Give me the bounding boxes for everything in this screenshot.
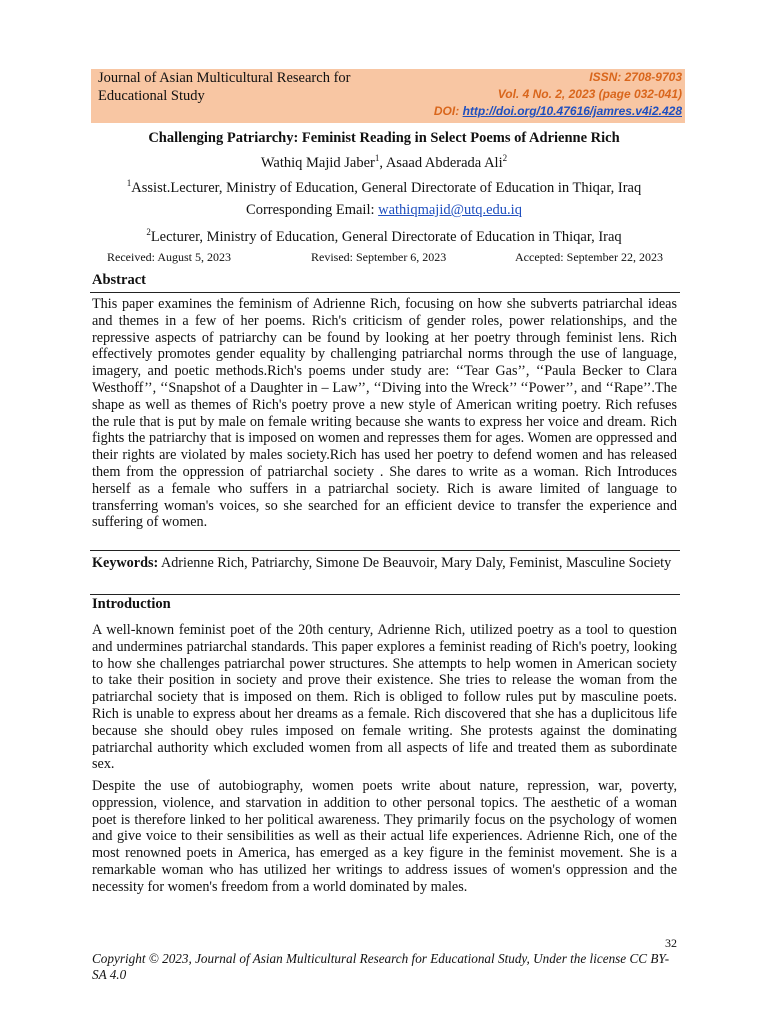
doi-link[interactable]: http://doi.org/10.47616/jamres.v4i2.428 <box>462 104 682 118</box>
introduction-heading: Introduction <box>92 596 171 612</box>
abstract-heading: Abstract <box>92 272 146 288</box>
accepted-date: Accepted: September 22, 2023 <box>515 250 663 264</box>
volume-info: Vol. 4 No. 2, 2023 (page 032-041) <box>497 86 682 101</box>
affiliation-2-sup: 2 <box>146 227 151 237</box>
corresponding-label: Corresponding Email: <box>246 202 379 218</box>
journal-header <box>91 69 685 123</box>
keywords-text: Adrienne Rich, Patriarchy, Simone De Beauvoir, Mary Daly, Feminist, Masculine Society <box>158 555 672 571</box>
revised-date: Revised: September 6, 2023 <box>311 250 447 264</box>
divider <box>90 594 680 595</box>
issn: ISSN: 2708-9703 <box>589 70 682 84</box>
divider <box>90 292 680 293</box>
doi-label: DOI: <box>433 104 460 118</box>
corresponding-email <box>0 202 768 219</box>
received-date: Received: August 5, 2023 <box>107 250 231 264</box>
doi-line <box>434 103 682 120</box>
affiliation-1 <box>0 178 768 197</box>
author-2-sup: 2 <box>502 153 508 163</box>
affiliation-2 <box>0 227 768 246</box>
author-separator: , <box>379 154 386 171</box>
authors <box>0 153 768 172</box>
author-1: Wathiq Majid Jaber <box>260 154 375 171</box>
keywords-label: Keywords: <box>92 555 159 571</box>
affiliation-2-text: Lecturer, Ministry of Education, General Directorate of Education in Thiqar, Iraq <box>150 228 622 245</box>
journal-meta <box>434 69 682 120</box>
intro-paragraph-1: A well-known feminist poet of the 20th century, Adrienne Rich, utilized poetry as a tool to question and undermines patriarchal standards. This paper explores a feminist reading of Rich's poetry, looking to how she challenges patriarchal power structures. She attempts to help women in American society to take their position in society and prove their existence. She tries to release the woman from the patriarchal society that is imposed on them. Rich is obliged to follow rules put by masculine poets. Rich is unable to express about her dreams as a female. Rich discovered that she has a duplicitous life because she should obey rules imposed on female writing. She protests against the dominating patriarchal authority which excluded women from all aspects of life and treated them as subordinate sex. <box>92 622 677 773</box>
email-link[interactable]: wathiqmajid@utq.edu.iq <box>378 202 522 218</box>
paper-title: Challenging Patriarchy: Feminist Reading in Select Poems of Adrienne Rich <box>148 130 620 146</box>
journal-name: Journal of Asian Multicultural Research for Educational Study <box>98 70 351 104</box>
keywords <box>92 555 677 572</box>
page-number: 32 <box>665 936 677 950</box>
divider <box>90 550 680 551</box>
affiliation-1-text: Assist.Lecturer, Ministry of Education, General Directorate of Education in Thiqar, Iraq <box>131 179 642 196</box>
author-1-sup: 1 <box>374 153 380 163</box>
affiliation-1-sup: 1 <box>126 178 132 188</box>
intro-paragraph-2: Despite the use of autobiography, women poets write about nature, repression, war, poverty, oppression, violence, and starvation in addition to other personal topics. The aesthetic of a woman poet is therefore linked to her political awareness. They primarily focus on the psychology of women and give voice to their sensibilities as well as their actual life experiences. Adrienne Rich, one of the most renowned poets in America, has emerged as a key figure in the feminist movement. She is a remarkable woman who has utilized her writings to address issues of women's oppression and the necessity for women's freedom from a world dominated by males. <box>92 778 677 895</box>
copyright-footer: Copyright © 2023, Journal of Asian Multicultural Research for Educational Study, Under the license CC BY-SA 4.0 <box>92 951 670 982</box>
author-2: Asaad Abderada Ali <box>385 154 503 171</box>
abstract-text: This paper examines the feminism of Adrienne Rich, focusing on how she subverts patriarchal ideas and themes in a few of her poems. Rich's criticism of gender roles, power relationships, and the repressive aspects of patriarchy can be found by looking at her poetry through feminist lens. Rich effectively promotes gender equality by challenging patriarchal norms through the use of language, imagery, and poetic methods.Rich's poems under study are: ‘‘Tear Gas’’, ‘‘Paula Becker to Clara Westhoff’’, ‘‘Snapshot of a Daughter in – Law’’, ‘‘Diving into the Wreck’’ ‘‘Power’’, and ‘‘Rape’’.The shape as well as themes of Rich's poetry prove a new style of American writing poetry. Rich refuses the rule that is put by male on female writing because she wants to express her voice and dream. Rich fights the patriarchy that is imposed on women and represses them for ages. Women are oppressed and their rights are violated by males society.Rich has used her poetry to defend women and has released them from the oppression of patriarchal society . She dares to write as a woman. Rich Introduces herself as a female who suffers in a patriarchal society. Rich is aware limited of language to transferring woman's voices, so she searched for an efficient device to transfer the experience and suffering of women. <box>92 296 677 531</box>
